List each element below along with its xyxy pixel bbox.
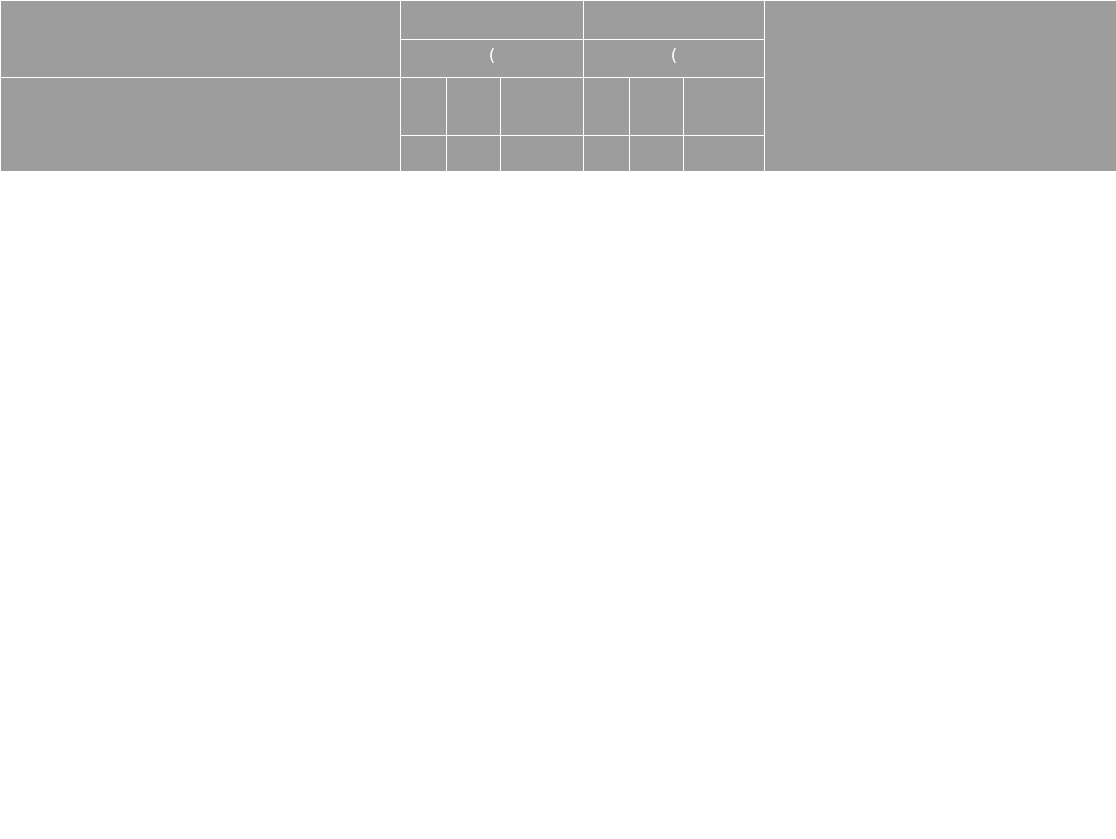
- header-female-n: (: [401, 40, 584, 78]
- footnotes: [0, 781, 1116, 786]
- header-male-pre: [584, 78, 630, 136]
- header-female-post: [447, 78, 501, 136]
- header-chw-agreed: [1, 1, 401, 78]
- header-female-pre: [401, 78, 447, 136]
- header-male-p-blank: [684, 136, 765, 172]
- header-female-post-unit: [447, 136, 501, 172]
- header-female-chws: [401, 1, 584, 40]
- header-female-p-value: [501, 78, 584, 136]
- header-male-pre-unit: [584, 136, 630, 172]
- header-female-p-blank: [501, 136, 584, 172]
- header-male-chws: [584, 1, 765, 40]
- header-male-p-value: [684, 78, 765, 136]
- header-male-post-unit: [630, 136, 684, 172]
- results-table-wrapper: [0, 0, 1116, 172]
- header-male-post: [630, 78, 684, 136]
- results-table: [0, 0, 1116, 172]
- header-female-pre-unit: [401, 136, 447, 172]
- header-difference-p-value: [765, 1, 1116, 172]
- header-male-n: (: [584, 40, 765, 78]
- header-statement: [1, 78, 401, 172]
